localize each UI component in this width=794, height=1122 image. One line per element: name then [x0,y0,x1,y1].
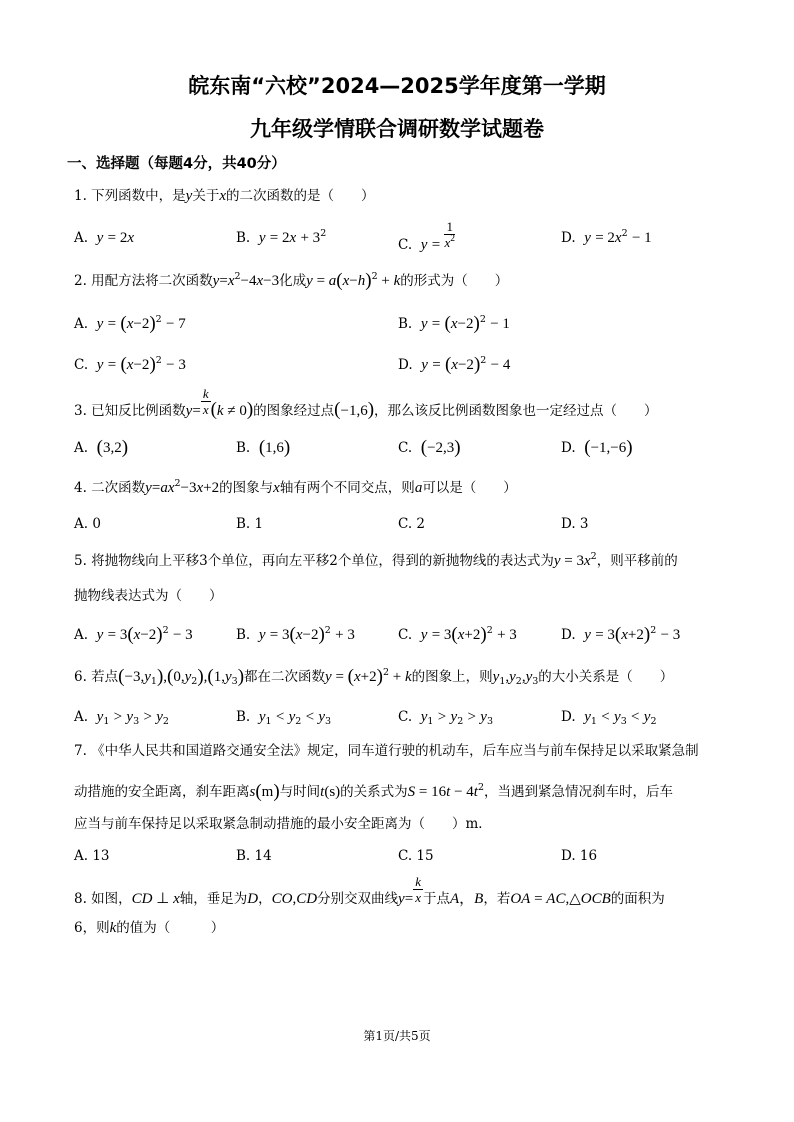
q8-line1-a: 8. 如图， [74,891,132,907]
q3-option-b[interactable]: B. (1,6) [236,437,291,458]
q7-option-b[interactable]: B. 14 [236,848,272,864]
q8-line1-f: ，若 [483,891,511,907]
q7-line2-d: ，当遇到紧急情况刹车时，后车 [484,784,673,800]
q4-option-d[interactable]: D. 3 [561,516,589,532]
q4-text-d: 可以是（ ） [422,480,517,496]
q5-option-c[interactable]: C. $y = 3(x+2)^2 + 3$ [398,624,517,645]
q2-text-b: 化成 [279,273,307,289]
q6-text-d: 的大小关系是（ ） [538,669,674,685]
q4-option-a[interactable]: A. 0 [74,516,101,532]
q2-option-d[interactable]: D. $y = (x-2)^2 - 4$ [398,354,511,375]
question-4: 4. 二次函数$y=ax^2-3x+2$的图象与x轴有两个不同交点，则a可以是（ ） [74,478,517,496]
q4-option-b[interactable]: B. 1 [236,516,264,532]
q8-line1-e: 于点 [422,891,450,907]
q6-option-c[interactable]: C. $y_1 > y_2 > y_3$ [398,709,494,727]
q3-text-b: 的图象经过点 [253,403,335,419]
q2-text-a: 2. 用配方法将二次函数 [74,273,213,289]
q6-option-d[interactable]: D. $y_1 < y_3 < y_2$ [561,709,657,727]
q8-line1-g: 的面积为 [610,891,665,907]
q8-line1-c: ， [258,891,272,907]
q3-option-a[interactable]: A. (3,2) [74,437,129,458]
q2-text-c: 的形式为（ ） [400,273,509,289]
q5-option-b[interactable]: B. $y = 3(x-2)^2 + 3$ [236,624,355,645]
question-3: 3. 已知反比例函数y= $\frac{k}{x}$ (k ≠ 0)的图象经过点(−1,6)，那么该反比例函数图象也一定经过点（ ） [74,386,658,420]
q1-option-d[interactable]: D. $y = 2x^2 - 1$ [561,228,652,246]
q5-line1-a: 5. 将抛物线向上平移3个单位，再向左平移2个单位，得到的新抛物线的表达式为 [74,553,554,569]
q8-line2-a: 6，则 [74,920,110,936]
q2-option-b[interactable]: B. $y = (x-2)^2 - 1$ [398,313,510,334]
q7-line2-b: 与时间 [279,784,321,800]
q5-line1-b: ，则平移前的 [596,553,678,569]
page-footer: 第1页/共5页 [363,1029,431,1043]
q5-option-d[interactable]: D. $y = 3(x+2)^2 - 3$ [561,624,681,645]
q3-text-a: 3. 已知反比例函数 [74,403,186,419]
q3-option-d[interactable]: D. (−1,−6) [561,437,633,458]
q2-option-c[interactable]: C. $y = (x-2)^2 - 3$ [74,354,186,375]
q6-option-a[interactable]: A. $y_1 > y_3 > y_2$ [74,709,169,727]
q1-option-a[interactable]: A. y = 2x [74,230,134,246]
question-2: 2. 用配方法将二次函数$y=x^2-4x-3$化成$y = a(x-h)^2 + k$的形式为（ ） [74,270,509,291]
q2-option-a[interactable]: A. $y = (x-2)^2 - 7$ [74,313,186,334]
q5-option-a[interactable]: A. $y = 3(x-2)^2 - 3$ [74,624,193,645]
exam-title-line1: 皖东南“六校”2024—2025学年度第一学期 [188,74,606,98]
q4-option-c[interactable]: C. 2 [398,516,426,532]
exam-title-line2: 九年级学情联合调研数学试题卷 [250,117,544,141]
question-5-line2: 抛物线表达式为（ ） [74,588,223,604]
q4-text-a: 4. 二次函数 [74,480,146,496]
q4-text-c: 轴有两个不同交点，则 [279,480,415,496]
q6-text-a: 6. 若点 [74,669,119,685]
q7-option-d[interactable]: D. 16 [561,848,598,864]
q6-option-b[interactable]: B. $y_1 < y_2 < y_3$ [236,709,332,727]
q3-text-c: ，那么该反比例函数图象也一定经过点（ ） [374,403,658,419]
q8-line2-b: 的值为（ ） [116,920,225,936]
q8-line1-d: 分别交双曲线 [317,891,399,907]
q1-option-b[interactable]: B. $y = 2x + 3^2$ [236,228,327,246]
q7-line2-c: 的关系式为 [340,784,408,800]
question-7-line3: 应当与前车保持足以采取紧急制动措施的最小安全距离为（ ）m． [74,816,492,832]
q1-text-a: 1. 下列函数中，是 [74,188,186,204]
question-5-line1: 5. 将抛物线向上平移3个单位，再向左平移2个单位，得到的新抛物线的表达式为$y = 3x^2$，则平移前的 [74,551,678,569]
q6-text-b: 都在二次函数 [244,669,326,685]
q7-option-c[interactable]: C. 15 [398,848,434,864]
q8-line1-b: 轴，垂足为 [179,891,248,907]
q3-option-c[interactable]: C. (−2,3) [398,437,461,458]
q4-text-b: 的图象与 [219,480,274,496]
question-7-line1: 7. 《中华人民共和国道路交通安全法》规定，同车道行驶的机动车，后车应当与前车保持足以采取紧急制 [74,743,699,759]
section-heading: 一、选择题（每题4分，共40分） [67,156,286,172]
q7-line2-a: 动措施的安全距离，刹车距离 [74,784,250,800]
question-7-line2: 动措施的安全距离，刹车距离s(m)与时间t(s)的关系式为$S = 16t - 4t^2$，当遇到紧急情况刹车时，后车 [74,781,673,802]
question-6: 6. 若点$(-3,y_1),(0,y_2),(1,y_3)$都在二次函数$y = (x+2)^2 + k$的图象上，则$y_1,y_2,y_3$的大小关系是（ ） [74,666,674,687]
question-8-line1: 8. 如图，CD ⊥ x轴，垂足为D，CO,CD分别交双曲线y= $\frac{k}{x}$ 于点A，B，若OA = AC,△OCB的面积为 [74,874,665,907]
q1-option-c[interactable]: C. y = $\frac{1}{x^2}$ [398,219,455,253]
q1-text-c: 的二次函数的是（ ） [226,188,375,204]
question-8-line2: 6，则k的值为（ ） [74,920,225,936]
q6-text-c: 的图象上，则 [411,669,493,685]
q7-option-a[interactable]: A. 13 [74,848,110,864]
q1-text-b: 关于 [192,188,220,204]
question-1: 1. 下列函数中，是y关于x的二次函数的是（ ） [74,188,375,204]
